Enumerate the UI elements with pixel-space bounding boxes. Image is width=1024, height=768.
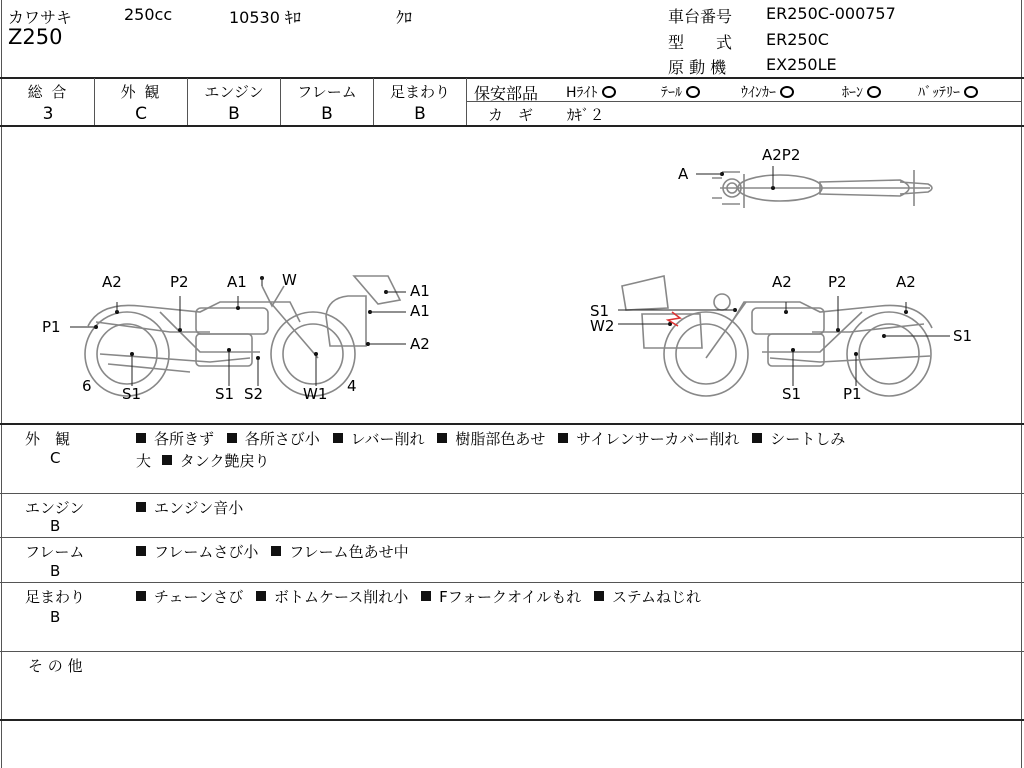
grade-label: 足まわり <box>389 83 450 101</box>
damage-label: A2P2 <box>762 146 801 164</box>
bullet-square-icon <box>752 433 762 443</box>
frame-no-label: 車台番号 <box>668 7 733 26</box>
safety-item-headlight <box>566 82 616 102</box>
note-items-engine <box>136 497 243 518</box>
engine-label: 原 動 機 <box>668 58 727 77</box>
divider-diagram <box>0 423 1024 425</box>
damage-label: A1 <box>410 302 430 320</box>
damage-label: A1 <box>410 282 430 300</box>
bullet-square-icon <box>594 591 604 601</box>
note-item: Fフォークオイルもれ <box>439 588 582 606</box>
damage-label: 6 <box>82 377 92 395</box>
grade-frame <box>281 79 373 125</box>
note-grade: B <box>50 608 61 626</box>
grade-overall <box>2 79 94 125</box>
divider-bottom <box>0 719 1024 721</box>
note-grade: B <box>50 517 61 535</box>
grade-value: B <box>321 104 333 124</box>
divider-note-3 <box>0 582 1024 583</box>
note-item: ステムねじれ <box>612 588 701 606</box>
safety-item-tail <box>661 82 700 102</box>
note-item: 樹脂部色あせ <box>455 430 546 448</box>
grade-label: エンジン <box>204 83 264 101</box>
note-category: そ の 他 <box>28 657 83 675</box>
bullet-square-icon <box>136 502 146 512</box>
bike-top-view <box>712 170 932 208</box>
grade-label: フレーム <box>297 83 357 101</box>
damage-label: A2 <box>410 335 430 353</box>
damage-label: W2 <box>590 317 615 335</box>
ok-circle-icon <box>686 86 700 98</box>
note-category: フレーム <box>25 543 85 561</box>
note-item: 大 <box>136 452 152 470</box>
safety-item-label: ﾃｰﾙ <box>661 85 682 101</box>
note-item: タンク艶戻り <box>179 452 270 470</box>
grade-suspension <box>374 79 466 125</box>
bullet-square-icon <box>421 591 431 601</box>
ok-circle-icon <box>602 86 616 98</box>
grade-exterior <box>95 79 187 125</box>
frame-no: ER250C-000757 <box>766 4 896 23</box>
grade-label: 外 観 <box>120 83 162 101</box>
mileage: 10530 ｷﾛ <box>229 8 301 27</box>
damage-label: P1 <box>42 318 61 336</box>
note-category: エンジン <box>25 499 85 517</box>
color: ｸﾛ <box>396 8 413 27</box>
bullet-square-icon <box>136 591 146 601</box>
note-item: サイレンサーカバー削れ <box>576 430 740 448</box>
note-category: 足まわり <box>25 588 86 606</box>
ok-circle-icon <box>867 86 881 98</box>
safety-item-label: ﾎｰﾝ <box>842 85 863 101</box>
damage-label: S1 <box>122 385 142 403</box>
damage-label: S1 <box>953 327 973 345</box>
damage-label: 4 <box>347 377 357 395</box>
note-items-frame <box>136 541 409 562</box>
grade-divider <box>466 78 467 125</box>
damage-label: P1 <box>843 385 862 403</box>
damage-label: P2 <box>828 273 847 291</box>
grade-value: 3 <box>42 104 54 124</box>
key-label: カ ギ <box>488 106 534 124</box>
damage-label: W1 <box>303 385 328 403</box>
note-grade: B <box>50 562 61 580</box>
note-items-exterior <box>136 428 845 449</box>
note-category: 外 観 <box>25 430 71 448</box>
note-item: フレームさび小 <box>154 543 259 561</box>
bullet-square-icon <box>227 433 237 443</box>
damage-label: A <box>678 165 689 183</box>
damage-label: A2 <box>772 273 792 291</box>
note-item: ボトムケース削れ小 <box>274 588 409 606</box>
ok-circle-icon <box>780 86 794 98</box>
type-value: ER250C <box>766 30 829 49</box>
displacement: 250cc <box>124 5 173 24</box>
model-name: Z250 <box>8 25 63 49</box>
type-label: 型 式 <box>668 33 733 52</box>
ok-circle-icon <box>964 86 978 98</box>
safety-item-label: Hﾗｲﾄ <box>566 85 598 101</box>
grade-engine <box>188 79 280 125</box>
grade-value: B <box>228 104 240 124</box>
divider-note-2 <box>0 537 1024 538</box>
safety-item-winker <box>741 82 794 102</box>
note-item: レバー削れ <box>350 430 425 448</box>
grade-value: B <box>414 104 426 124</box>
safety-item-horn <box>842 82 881 102</box>
damage-label: A2 <box>896 273 916 291</box>
bullet-square-icon <box>256 591 266 601</box>
grade-value: C <box>135 104 147 124</box>
safety-label: 保安部品 <box>474 84 539 103</box>
bullet-square-icon <box>333 433 343 443</box>
damage-label: A2 <box>102 273 122 291</box>
bullet-square-icon <box>136 433 146 443</box>
divider-note-1 <box>0 493 1024 494</box>
damage-label: S2 <box>244 385 264 403</box>
note-grade: C <box>50 449 61 467</box>
damage-label: P2 <box>170 273 189 291</box>
note-item: エンジン音小 <box>154 499 244 517</box>
bullet-square-icon <box>162 455 172 465</box>
bullet-square-icon <box>558 433 568 443</box>
damage-label: S1 <box>782 385 802 403</box>
damage-diagram <box>0 126 1024 422</box>
key-value: ｶｷﾞ２ <box>567 106 605 124</box>
bullet-square-icon <box>136 546 146 556</box>
bullet-square-icon <box>437 433 447 443</box>
safety-item-battery <box>918 82 978 102</box>
damage-label: W <box>282 271 297 289</box>
damage-label: S1 <box>590 302 610 320</box>
note-items-exterior-cont <box>136 450 270 471</box>
damage-label: S1 <box>215 385 235 403</box>
note-item: チェーンさび <box>154 588 244 606</box>
damage-label: A1 <box>227 273 247 291</box>
note-item: フレーム色あせ中 <box>289 543 409 561</box>
note-items-suspension <box>136 586 701 607</box>
bullet-square-icon <box>271 546 281 556</box>
safety-item-label: ｳｲﾝｶｰ <box>741 85 776 101</box>
maker: カワサキ <box>8 8 73 27</box>
grade-label: 総 合 <box>27 83 69 101</box>
divider-note-4 <box>0 651 1024 652</box>
note-item: 各所さび小 <box>244 430 320 448</box>
engine-value: EX250LE <box>766 55 837 74</box>
safety-item-label: ﾊﾞｯﾃﾘｰ <box>918 85 960 101</box>
note-item: 各所きず <box>154 430 215 448</box>
note-item: シートしみ <box>770 430 846 448</box>
